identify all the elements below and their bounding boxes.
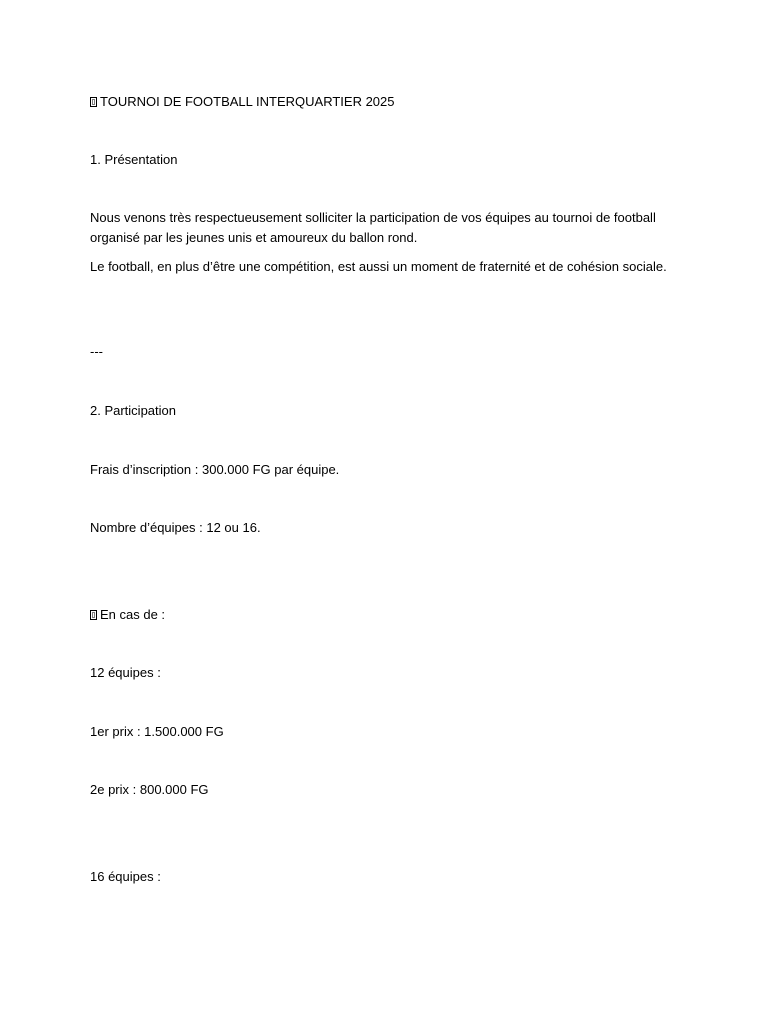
- case-12-teams-label: 12 équipes :: [90, 665, 161, 680]
- team-count: Nombre d’équipes : 12 ou 16.: [90, 520, 261, 535]
- case-label: [90, 605, 680, 625]
- registration-fees: Frais d’inscription : 300.000 FG par équipe.: [90, 462, 340, 477]
- document-title-text: TOURNOI DE FOOTBALL INTERQUARTIER 2025: [100, 94, 395, 109]
- case-12-first-prize: 1er prix : 1.500.000 FG: [90, 724, 224, 739]
- document-title: [90, 92, 680, 112]
- section-heading-presentation: 1. Présentation: [90, 152, 178, 167]
- paragraph-fraternity: Le football, en plus d’être une compétition, est aussi un moment de fraternité et de cohésion sociale.: [90, 259, 667, 274]
- missing-glyph-icon: [90, 610, 97, 620]
- paragraph-intro: Nous venons très respectueusement solliciter la participation de vos équipes au tournoi de football organisé par les jeunes unis et amoureux du ballon rond.: [90, 210, 660, 245]
- case-12-second-prize: 2e prix : 800.000 FG: [90, 782, 209, 797]
- case-16-teams-label: 16 équipes :: [90, 869, 161, 884]
- missing-glyph-icon: [90, 97, 97, 107]
- section-heading-participation: 2. Participation: [90, 403, 176, 418]
- separator-text: ---: [90, 344, 103, 359]
- case-label-text: En cas de :: [100, 607, 166, 622]
